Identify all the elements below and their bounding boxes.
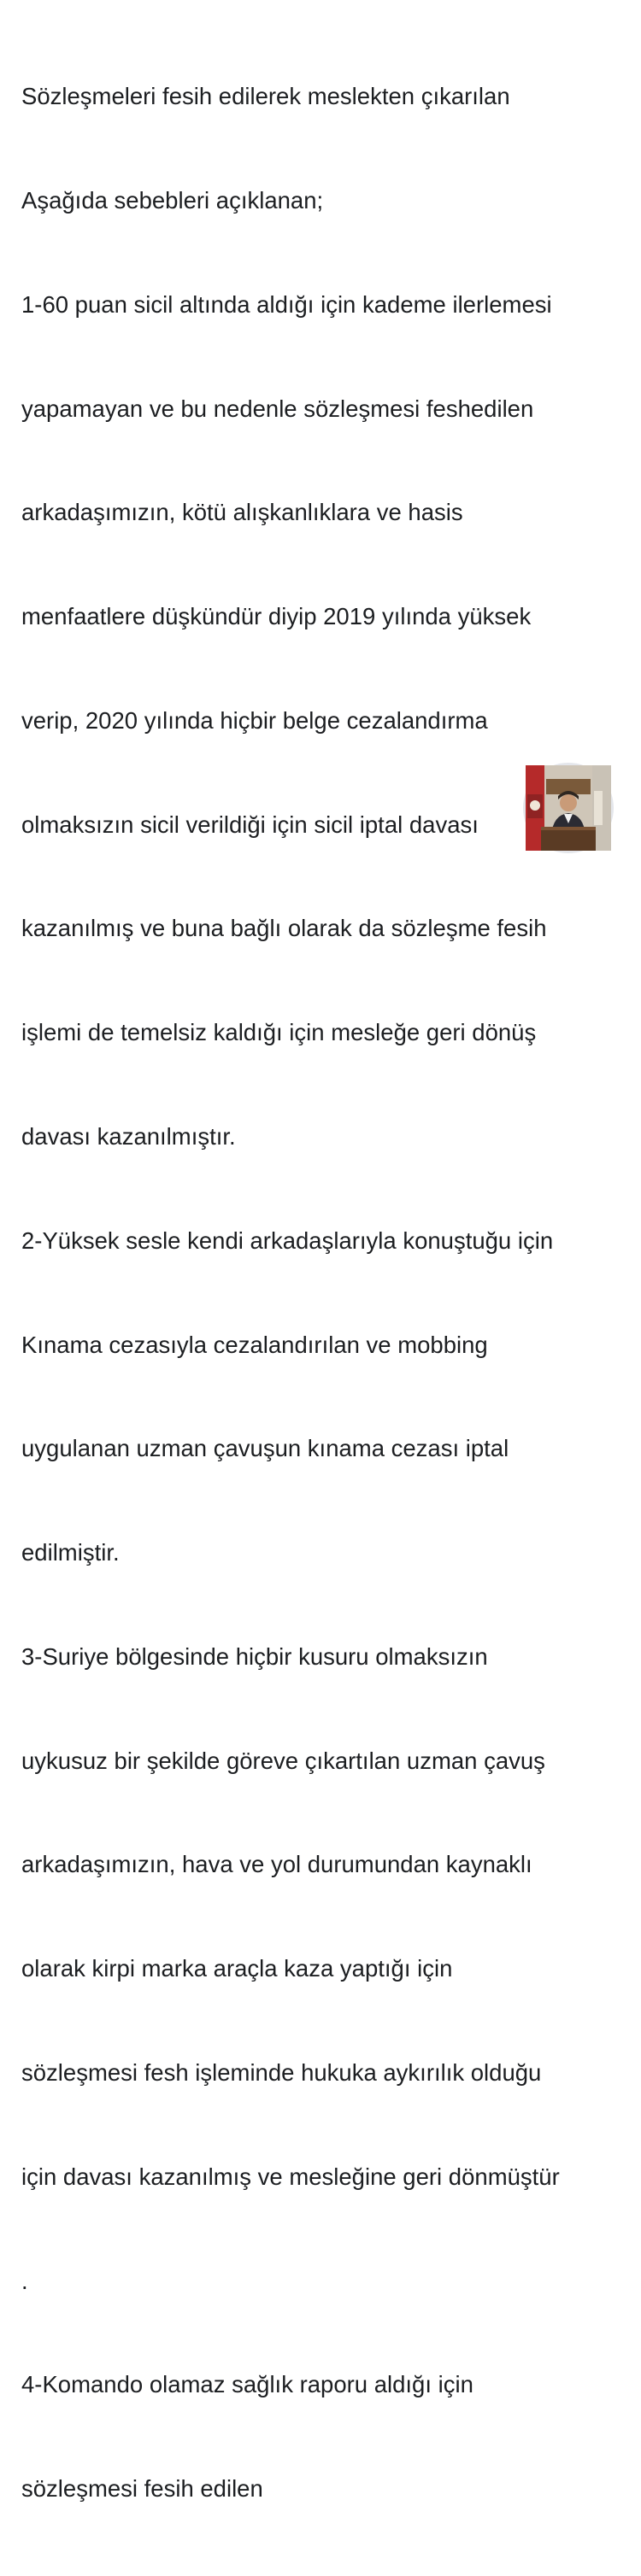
post-line-1: Sözleşmeleri fesih edilerek meslekten çıkarılan — [21, 83, 510, 110]
post-line-4: yapamayan ve bu nedenle sözleşmesi feshedilen — [21, 395, 534, 422]
post-line-17: uykusuz bir şekilde göreve çıkartılan uzman çavuş — [21, 1747, 545, 1774]
profile-photo-icon[interactable] — [523, 763, 614, 853]
post-line-14: uygulanan uzman çavuşun kınama cezası iptal — [21, 1435, 509, 1462]
post-line-7: verip, 2020 yılında hiçbir belge cezalandırma — [21, 706, 488, 734]
profile-photo-graphic — [526, 765, 611, 851]
post-line-15: edilmiştir. — [21, 1539, 120, 1566]
post-line-3: 1-60 puan sicil altında aldığı için kademe ilerlemesi — [21, 290, 552, 318]
post-line-12: 2-Yüksek sesle kendi arkadaşlarıyla konuştuğu için — [21, 1227, 554, 1254]
post-line-8: olmaksızın sicil verildiği için sicil iptal davası — [21, 811, 479, 838]
post-line-19: olarak kirpi marka araçla kaza yaptığı için — [21, 1955, 453, 1982]
post-line-21: için davası kazanılmış ve mesleğine geri dönmüştür — [21, 2163, 560, 2190]
post-line-16: 3-Suriye bölgesinde hiçbir kusuru olmaksızın — [21, 1642, 488, 1670]
post-line-11: davası kazanılmıştır. — [21, 1123, 236, 1150]
post-line-18: arkadaşımızın, hava ve yol durumundan kaynaklı — [21, 1851, 532, 1878]
post-line-13: Kınama cezasıyla cezalandırılan ve mobbing — [21, 1331, 488, 1358]
post-line-2: Aşağıda sebebleri açıklanan; — [21, 186, 324, 214]
post-line-9: kazanılmış ve buna bağlı olarak da sözleşme fesih — [21, 915, 547, 942]
post-text — [21, 10, 624, 2576]
post-line-5: arkadaşımızın, kötü alışkanlıklara ve hasis — [21, 499, 463, 526]
post-line-6: menfaatlere düşkündür diyip 2019 yılında yüksek — [21, 603, 532, 630]
post-line-22: . — [21, 2267, 28, 2294]
post-line-10: işlemi de temelsiz kaldığı için mesleğe geri dönüş — [21, 1019, 537, 1046]
post-line-24: sözleşmesi fesih edilen — [21, 2475, 263, 2503]
post-line-20: sözleşmesi fesh işleminde hukuka aykırılık olduğu — [21, 2059, 542, 2087]
post-line-23: 4-Komando olamaz sağlık raporu aldığı için — [21, 2371, 473, 2398]
